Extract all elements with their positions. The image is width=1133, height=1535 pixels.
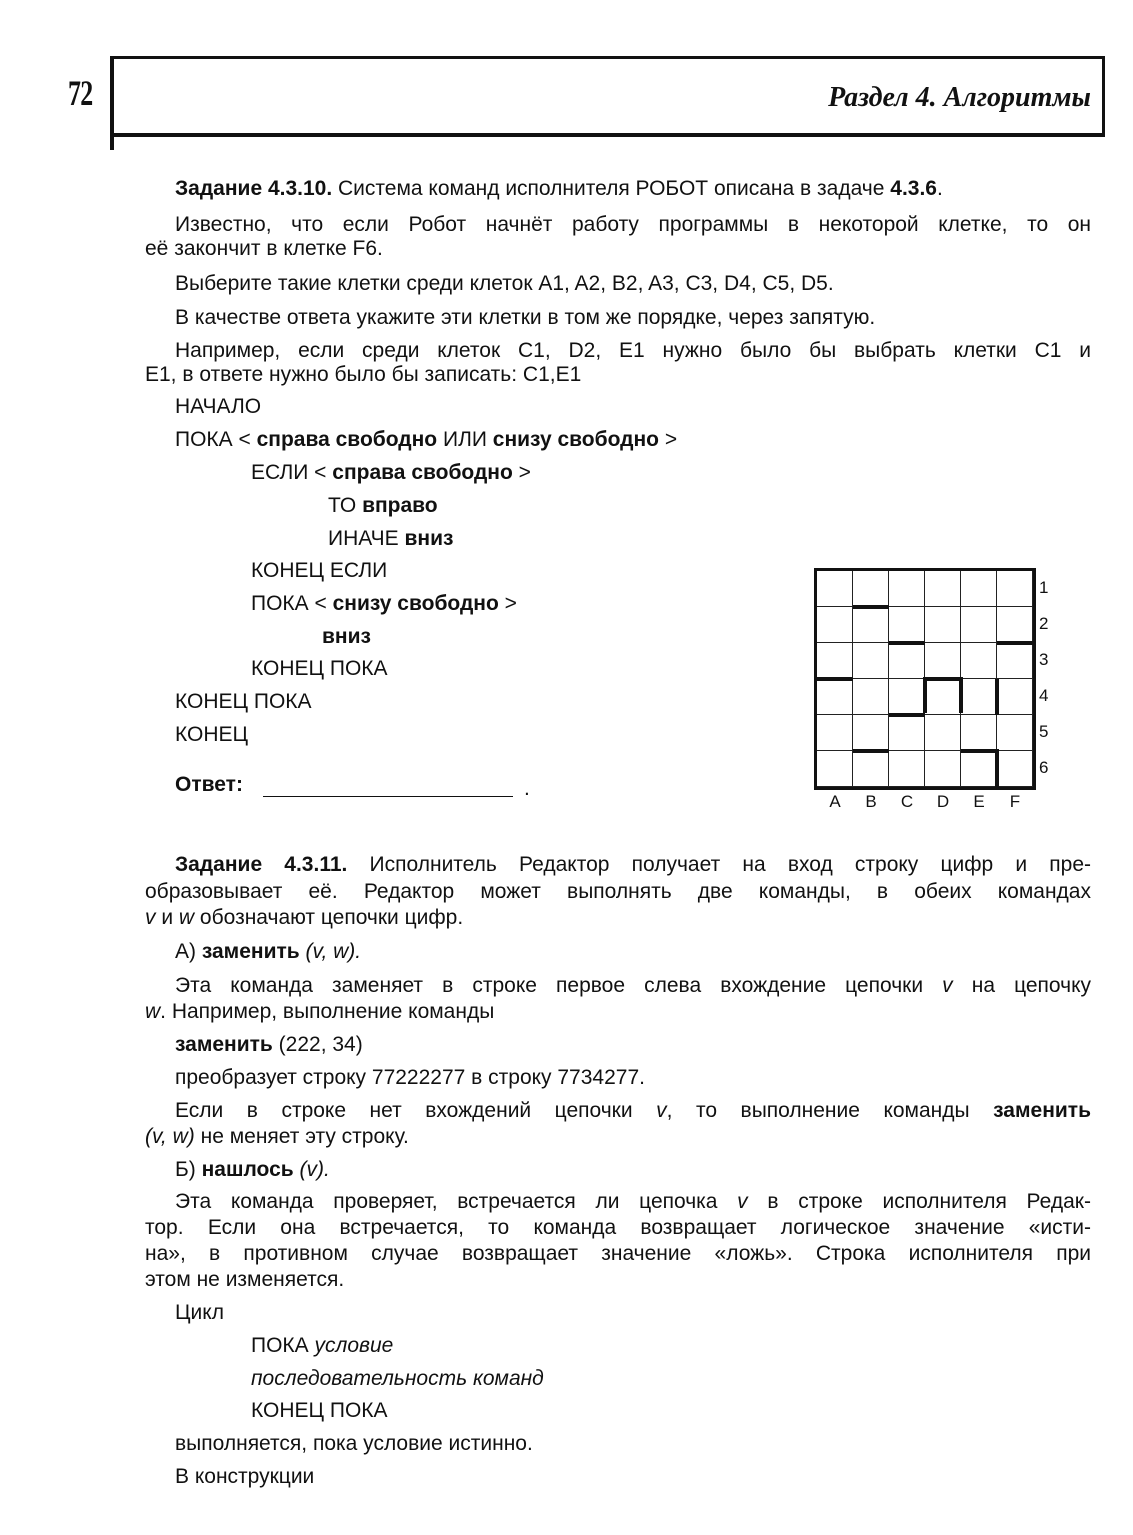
grid-cell <box>889 751 925 787</box>
task2-line2: образовывает её. Редактор может выполнять две команды, в обеих командах <box>145 880 1091 903</box>
task2-text: , то выполнение команды <box>666 1099 994 1122</box>
note-line1 <box>175 1098 1091 1123</box>
cmd-found: нашлось <box>201 1158 294 1181</box>
example-result: преобразует строку 77222277 в строку 7734277. <box>175 1066 645 1089</box>
row-label: 3 <box>1039 650 1049 669</box>
grid-cell <box>889 679 925 715</box>
task1-p2: Известно, что если Робот начнёт работу программы в некоторой клетке, то он <box>175 213 1091 236</box>
cmd-b-desc1 <box>175 1189 1091 1214</box>
row-label: 2 <box>1039 614 1049 633</box>
grid-cell <box>997 751 1033 787</box>
wall <box>997 641 1033 645</box>
grid-cell <box>925 751 961 787</box>
prog-cmd: вправо <box>362 494 438 517</box>
prog-cond: справа свободно <box>256 428 438 451</box>
prog-kw: ТО <box>328 494 363 517</box>
prog-down: вниз <box>322 625 371 648</box>
prog-end-while-outer: КОНЕЦ ПОКА <box>175 690 312 713</box>
task1-p4: В качестве ответа укажите эти клетки в том же порядке, через запятую. <box>175 306 876 329</box>
grid-cell <box>853 679 889 715</box>
cmd-b-desc4: этом не изменяется. <box>145 1268 345 1291</box>
loop-explanation: выполняется, пока условие истинно. <box>175 1432 533 1455</box>
construct-intro: В конструкции <box>175 1465 315 1488</box>
note-line2 <box>145 1124 409 1149</box>
grid-cell <box>961 715 997 751</box>
prog-start: НАЧАЛО <box>175 395 262 418</box>
cmd-a-heading <box>175 939 361 964</box>
grid-cell <box>961 607 997 643</box>
grid-cell <box>889 571 925 607</box>
prog-cond: снизу свободно <box>332 592 499 615</box>
cmd-args: (v, w). <box>299 940 362 963</box>
task2-text: не меняет эту строку. <box>194 1125 409 1148</box>
grid-cell <box>925 679 961 715</box>
task2-text: . Например, выполнение команды <box>160 1000 495 1023</box>
cmd-a-desc1 <box>175 973 1091 998</box>
row-label: 4 <box>1039 686 1049 705</box>
prog-if <box>251 460 531 485</box>
row-label: 6 <box>1039 758 1049 777</box>
wall <box>853 749 889 753</box>
var-v: v <box>737 1190 748 1213</box>
cmd-args: (v, w) <box>145 1125 195 1148</box>
grid-cell <box>817 715 853 751</box>
var-v: v <box>942 974 953 997</box>
var-w: w <box>145 1000 161 1023</box>
prog-kw: ИНАЧЕ <box>328 527 405 550</box>
grid-cell <box>997 571 1033 607</box>
grid-cell <box>889 607 925 643</box>
grid-cell <box>853 643 889 679</box>
task1-title: Задание 4.3.10. <box>175 177 333 200</box>
grid-cell <box>853 715 889 751</box>
loop-end: КОНЕЦ ПОКА <box>251 1399 388 1422</box>
grid-cell <box>925 643 961 679</box>
task1-p5: Например, если среди клеток C1, D2, E1 нужно было бы выбрать клетки C1 и <box>175 339 1091 362</box>
grid-cell <box>961 751 997 787</box>
wall <box>995 749 999 787</box>
answer-label: Ответ: <box>175 773 243 796</box>
wall <box>889 641 925 645</box>
prog-kw: ПОКА < <box>251 592 333 615</box>
prog-while-outer <box>175 427 677 452</box>
grid-cell <box>925 571 961 607</box>
task1-line1-end: . <box>936 177 943 200</box>
page-number: 72 <box>68 73 93 113</box>
task1-p3: Выберите такие клетки среди клеток A1, A2, B2, A3, C3, D4, C5, D5. <box>175 272 834 295</box>
prog-end-if: КОНЕЦ ЕСЛИ <box>251 559 388 582</box>
grid-cell <box>817 643 853 679</box>
task2-text: и <box>155 906 179 929</box>
grid-cell <box>961 679 997 715</box>
grid-cell <box>925 607 961 643</box>
task2-text: на цепочку <box>952 974 1091 997</box>
task2-text: Эта команда проверяет, встречается ли цепочка <box>175 1190 738 1213</box>
column-label: B <box>865 792 877 811</box>
task2-text: ПОКА <box>251 1334 315 1357</box>
loop-body: последовательность команд <box>251 1367 544 1390</box>
wall <box>959 677 963 713</box>
cycle-label: Цикл <box>175 1301 224 1324</box>
cmd-b-heading <box>175 1157 330 1182</box>
section-title: Раздел 4. Алгоритмы <box>828 82 1091 113</box>
example-command <box>175 1032 363 1057</box>
grid-cell <box>961 571 997 607</box>
prog-kw: > <box>659 428 678 451</box>
cmd-b-desc2: тор. Если она встречается, то команда возвращает логическое значение «исти- <box>145 1216 1091 1239</box>
cmd-args: (v). <box>293 1158 330 1181</box>
wall <box>853 605 889 609</box>
task2-text: Если в строке нет вхождений цепочки <box>175 1099 657 1122</box>
grid-cell <box>817 751 853 787</box>
grid-cell <box>925 715 961 751</box>
prog-while-inner <box>251 591 517 616</box>
grid-cell <box>997 643 1033 679</box>
prog-kw: ИЛИ <box>437 428 493 451</box>
grid-cell <box>997 715 1033 751</box>
cmd-replace: заменить <box>175 1033 273 1056</box>
wall <box>923 677 927 713</box>
grid-cell <box>817 571 853 607</box>
var-w: w <box>178 906 195 929</box>
robot-grid-field <box>814 568 1036 790</box>
grid-cell <box>817 607 853 643</box>
task2-text: А) <box>175 940 202 963</box>
task1-line1-text: Система команд исполнителя РОБОТ описана в задаче <box>332 177 891 200</box>
column-label: E <box>973 792 985 811</box>
prog-cmd: вниз <box>404 527 454 550</box>
grid-cell <box>889 643 925 679</box>
var-v: v <box>145 906 156 929</box>
task1-p5b: E1, в ответе нужно было бы записать: C1,E1 <box>145 363 582 386</box>
grid-cell <box>853 751 889 787</box>
wall <box>889 713 925 717</box>
answer-dot: . <box>524 777 530 800</box>
prog-kw: > <box>498 592 517 615</box>
row-label: 1 <box>1039 578 1049 597</box>
grid-cell <box>961 643 997 679</box>
task2-text: в строке исполнителя Редак- <box>747 1190 1091 1213</box>
var-v: v <box>656 1099 667 1122</box>
loop-condition: условие <box>314 1334 394 1357</box>
prog-kw: ПОКА < <box>175 428 257 451</box>
wall <box>925 677 961 681</box>
robot-grid <box>814 568 1049 811</box>
column-label: D <box>936 792 950 811</box>
cmd-b-desc3: на», в противном случае возвращает значение «ложь». Строка исполнителя при <box>145 1242 1091 1265</box>
column-label: C <box>900 792 914 811</box>
prog-end-while-inner: КОНЕЦ ПОКА <box>251 657 388 680</box>
task2-text: Эта команда заменяет в строке первое слева вхождение цепочки <box>175 974 943 997</box>
prog-cond: справа свободно <box>332 461 513 484</box>
grid-cell <box>997 607 1033 643</box>
cmd-args: (222, 34) <box>272 1033 363 1056</box>
task2-line1 <box>175 852 1091 877</box>
wall <box>995 679 999 715</box>
prog-then <box>328 493 438 518</box>
grid-cell <box>889 715 925 751</box>
cmd-a-desc2 <box>145 999 494 1024</box>
prog-kw: > <box>512 461 531 484</box>
grid-cell <box>997 679 1033 715</box>
task1-reference: 4.3.6 <box>890 177 937 200</box>
grid-cell <box>853 571 889 607</box>
cmd-replace: заменить <box>201 940 300 963</box>
task2-line3 <box>145 905 463 930</box>
task2-line1-text: Исполнитель Редактор получает на вход строку цифр и пре- <box>347 853 1091 876</box>
column-label: A <box>829 792 841 811</box>
loop-while <box>251 1333 393 1358</box>
grid-cell <box>817 679 853 715</box>
prog-kw: ЕСЛИ < <box>251 461 333 484</box>
task2-text: Б) <box>175 1158 202 1181</box>
header-frame-stub <box>110 128 114 150</box>
wall <box>817 677 853 681</box>
prog-else <box>328 526 453 551</box>
task1-p2b: её закончит в клетке F6. <box>145 237 383 260</box>
task2-text: обозначают цепочки цифр. <box>194 906 464 929</box>
task1-line1 <box>175 176 943 201</box>
answer-field[interactable] <box>263 796 513 797</box>
cmd-replace: заменить <box>993 1099 1091 1122</box>
wall <box>961 749 997 753</box>
task2-title: Задание 4.3.11. <box>175 853 348 876</box>
prog-cond: снизу свободно <box>492 428 659 451</box>
column-label: F <box>1009 792 1021 811</box>
grid-cell <box>853 607 889 643</box>
row-label: 5 <box>1039 722 1049 741</box>
prog-end: КОНЕЦ <box>175 723 249 746</box>
